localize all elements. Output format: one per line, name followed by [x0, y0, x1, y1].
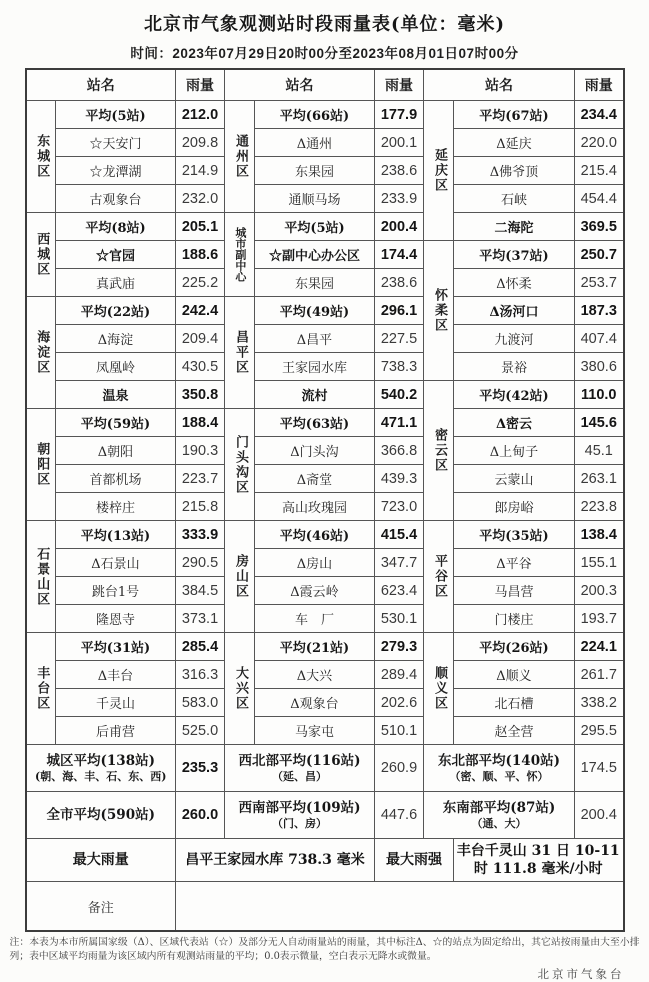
rain-value: 373.1 — [176, 605, 225, 633]
region-label — [225, 213, 255, 297]
rainfall-table-body — [26, 69, 624, 931]
summary-label-main: 城区平均(138站) — [46, 752, 155, 769]
rain-value: 200.3 — [575, 577, 624, 605]
station-name: 平均(5站) — [255, 213, 375, 241]
station-name: 平均(35站) — [454, 521, 575, 549]
rain-value: 174.4 — [375, 241, 424, 269]
region-label — [26, 297, 56, 409]
region-label-text: 城市副中心 — [233, 227, 247, 282]
station-name: 通顺马场 — [255, 185, 375, 213]
station-name: Δ平谷 — [454, 549, 575, 577]
rain-value: 525.0 — [176, 717, 225, 745]
max-intensity-value: 丰台千灵山 31 日 10-11 时 111.8 毫米/小时 — [454, 839, 624, 882]
rain-value: 190.3 — [176, 437, 225, 465]
time-range: 时间：2023年07月29日20时00分至2023年08月01日07时00分 — [130, 46, 519, 61]
rain-value: 296.1 — [375, 297, 424, 325]
summary-label — [424, 745, 575, 792]
station-name: 九渡河 — [454, 325, 575, 353]
station-name: ☆龙潭湖 — [56, 157, 176, 185]
region-label-text: 朝阳区 — [34, 442, 50, 487]
station-name: Δ斋堂 — [255, 465, 375, 493]
summary-label-sub: (朝、海、丰、石、东、西) — [35, 769, 167, 783]
station-name: 平均(37站) — [454, 241, 575, 269]
region-label — [225, 101, 255, 213]
rain-value: 205.1 — [176, 213, 225, 241]
rain-value: 238.6 — [375, 157, 424, 185]
station-name: Δ观象台 — [255, 689, 375, 717]
rain-value: 263.1 — [575, 465, 624, 493]
station-name: Δ霞云岭 — [255, 577, 375, 605]
summary-label — [424, 792, 575, 839]
summary-label-sub: （密、顺、平、怀） — [449, 769, 549, 783]
station-name: 平均(66站) — [255, 101, 375, 129]
rain-value: 188.4 — [176, 409, 225, 437]
station-name: Δ汤河口 — [454, 297, 575, 325]
rain-value: 250.7 — [575, 241, 624, 269]
summary-value: 174.5 — [575, 745, 624, 792]
region-label — [225, 521, 255, 633]
summary-value: 260.0 — [176, 792, 225, 839]
station-name: Δ海淀 — [56, 325, 176, 353]
rain-value: 454.4 — [575, 185, 624, 213]
station-name: 门楼庄 — [454, 605, 575, 633]
rain-value: 384.5 — [176, 577, 225, 605]
rain-value: 380.6 — [575, 353, 624, 381]
station-name: 马家屯 — [255, 717, 375, 745]
footnote: 注：本表为本市所属国家级（Δ）、区域代表站（☆）及部分无人自动雨量站的雨量，其中标注Δ、☆的站点为固定给出，其它站按雨量由大至小排列；表中区域平均雨量为该区域内所有观测站雨量的平均；0.0表示微量，空白表示无降水或微量。 — [9, 937, 640, 963]
rain-value: 215.4 — [575, 157, 624, 185]
rain-value: 723.0 — [375, 493, 424, 521]
summary-value: 235.3 — [176, 745, 225, 792]
station-name: 平均(5站) — [56, 101, 176, 129]
rain-value: 439.3 — [375, 465, 424, 493]
region-label-text: 大兴区 — [232, 666, 248, 711]
rain-value: 233.9 — [375, 185, 424, 213]
rain-value: 193.7 — [575, 605, 624, 633]
rain-value: 407.4 — [575, 325, 624, 353]
station-name: Δ密云 — [454, 409, 575, 437]
rain-value: 583.0 — [176, 689, 225, 717]
region-label — [424, 101, 454, 241]
summary-label — [225, 745, 375, 792]
rain-value: 145.6 — [575, 409, 624, 437]
rain-value: 234.4 — [575, 101, 624, 129]
summary-label-main: 西南部平均(109站) — [238, 799, 361, 816]
region-label — [26, 213, 56, 297]
station-name: 跳台1号 — [56, 577, 176, 605]
rain-value: 223.8 — [575, 493, 624, 521]
region-label-text: 密云区 — [431, 428, 447, 473]
rain-value: 223.7 — [176, 465, 225, 493]
station-name: 楼梓庄 — [56, 493, 176, 521]
rain-header: 雨量 — [375, 69, 424, 101]
station-name: 平均(13站) — [56, 521, 176, 549]
summary-label-main: 东北部平均(140站) — [438, 752, 560, 769]
rain-value: 220.0 — [575, 129, 624, 157]
station-name: Δ昌平 — [255, 325, 375, 353]
station-name: 东果园 — [255, 157, 375, 185]
region-label-text: 海淀区 — [34, 330, 50, 375]
region-label — [225, 409, 255, 521]
rain-value: 187.3 — [575, 297, 624, 325]
station-name: Δ门头沟 — [255, 437, 375, 465]
max-rain-value: 昌平王家园水库 738.3 毫米 — [176, 839, 375, 882]
station-name: Δ延庆 — [454, 129, 575, 157]
region-label — [424, 633, 454, 745]
station-name: 景裕 — [454, 353, 575, 381]
rain-value: 295.5 — [575, 717, 624, 745]
station-name: Δ怀柔 — [454, 269, 575, 297]
region-label — [26, 521, 56, 633]
rain-value: 623.4 — [375, 577, 424, 605]
summary-label — [26, 745, 176, 792]
station-name: 平均(67站) — [454, 101, 575, 129]
rain-value: 214.9 — [176, 157, 225, 185]
station-name: 北石槽 — [454, 689, 575, 717]
region-label-text: 石景山区 — [34, 546, 50, 607]
rain-value: 215.8 — [176, 493, 225, 521]
rain-header: 雨量 — [575, 69, 624, 101]
region-label-text: 怀柔区 — [431, 288, 447, 333]
rain-value: 415.4 — [375, 521, 424, 549]
rain-value: 510.1 — [375, 717, 424, 745]
issuer-signature: 北京市气象台 — [537, 967, 625, 982]
remark-content — [176, 882, 624, 932]
rain-value: 232.0 — [176, 185, 225, 213]
summary-label-main: 东南部平均(87站) — [442, 799, 556, 816]
station-name: Δ丰台 — [56, 661, 176, 689]
region-label — [424, 241, 454, 381]
station-name: 平均(59站) — [56, 409, 176, 437]
station-name: Δ通州 — [255, 129, 375, 157]
rain-value: 471.1 — [375, 409, 424, 437]
station-name: 平均(26站) — [454, 633, 575, 661]
rain-header: 雨量 — [176, 69, 225, 101]
station-name: 车 厂 — [255, 605, 375, 633]
rain-value: 279.3 — [375, 633, 424, 661]
station-name: Δ朝阳 — [56, 437, 176, 465]
station-name: 首都机场 — [56, 465, 176, 493]
region-label — [26, 101, 56, 213]
rain-value: 316.3 — [176, 661, 225, 689]
rain-value: 212.0 — [176, 101, 225, 129]
station-name: Δ石景山 — [56, 549, 176, 577]
rain-value: 338.2 — [575, 689, 624, 717]
station-name: 平均(8站) — [56, 213, 176, 241]
region-label — [26, 633, 56, 745]
rain-value: 261.7 — [575, 661, 624, 689]
summary-label-sub: （通、大） — [471, 816, 527, 830]
station-name: 后甫营 — [56, 717, 176, 745]
rain-value: 738.3 — [375, 353, 424, 381]
rain-value: 333.9 — [176, 521, 225, 549]
station-name: 郎房峪 — [454, 493, 575, 521]
rain-value: 227.5 — [375, 325, 424, 353]
station-header: 站名 — [225, 69, 375, 101]
station-name: 流村 — [255, 381, 375, 409]
rain-value: 289.4 — [375, 661, 424, 689]
station-name: 温泉 — [56, 381, 176, 409]
region-label-text: 西城区 — [34, 232, 50, 277]
summary-label-sub: （延、昌） — [272, 769, 327, 783]
rain-value: 540.2 — [375, 381, 424, 409]
summary-value: 200.4 — [575, 792, 624, 839]
rain-value: 238.6 — [375, 269, 424, 297]
summary-label-main: 全市平均(590站) — [46, 806, 155, 823]
summary-label-main: 西北部平均(116站) — [238, 752, 361, 769]
rain-value: 209.8 — [176, 129, 225, 157]
region-label-text: 丰台区 — [34, 666, 50, 711]
rain-value: 200.1 — [375, 129, 424, 157]
station-header: 站名 — [26, 69, 176, 101]
max-rain-label: 最大雨量 — [26, 839, 176, 882]
region-label — [26, 409, 56, 521]
region-label-text: 平谷区 — [431, 554, 447, 599]
station-name: 平均(42站) — [454, 381, 575, 409]
region-label — [424, 521, 454, 633]
station-name: 平均(63站) — [255, 409, 375, 437]
station-name: Δ佛爷顶 — [454, 157, 575, 185]
station-name: 云蒙山 — [454, 465, 575, 493]
rain-value: 225.2 — [176, 269, 225, 297]
station-name: 真武庙 — [56, 269, 176, 297]
rain-value: 188.6 — [176, 241, 225, 269]
rain-value: 45.1 — [575, 437, 624, 465]
rain-value: 369.5 — [575, 213, 624, 241]
station-name: 石峡 — [454, 185, 575, 213]
station-name: 平均(21站) — [255, 633, 375, 661]
rain-value: 253.7 — [575, 269, 624, 297]
station-name: 高山玫瑰园 — [255, 493, 375, 521]
rain-value: 430.5 — [176, 353, 225, 381]
rain-value: 242.4 — [176, 297, 225, 325]
station-name: 平均(46站) — [255, 521, 375, 549]
region-label — [424, 381, 454, 521]
station-name: 马昌营 — [454, 577, 575, 605]
station-name: ☆官园 — [56, 241, 176, 269]
rain-value: 209.4 — [176, 325, 225, 353]
rain-value: 200.4 — [375, 213, 424, 241]
region-label-text: 房山区 — [232, 554, 248, 599]
station-name: ☆天安门 — [56, 129, 176, 157]
rain-value: 350.8 — [176, 381, 225, 409]
summary-value: 260.9 — [375, 745, 424, 792]
page-title: 北京市气象观测站时段雨量表(单位：毫米) — [143, 14, 506, 35]
station-name: Δ上甸子 — [454, 437, 575, 465]
region-label-text: 门头沟区 — [232, 434, 248, 495]
station-name: 平均(31站) — [56, 633, 176, 661]
rain-value: 347.7 — [375, 549, 424, 577]
region-label-text: 昌平区 — [232, 330, 248, 375]
rain-value: 177.9 — [375, 101, 424, 129]
station-name: Δ顺义 — [454, 661, 575, 689]
summary-label-sub: （门、房） — [272, 816, 327, 830]
region-label — [225, 633, 255, 745]
station-name: ☆副中心办公区 — [255, 241, 375, 269]
station-name: Δ大兴 — [255, 661, 375, 689]
max-intensity-label: 最大雨强 — [375, 839, 454, 882]
rain-value: 138.4 — [575, 521, 624, 549]
summary-label — [225, 792, 375, 839]
summary-value: 447.6 — [375, 792, 424, 839]
station-name: 平均(49站) — [255, 297, 375, 325]
rain-value: 202.6 — [375, 689, 424, 717]
region-label-text: 延庆区 — [431, 148, 447, 193]
rain-value: 366.8 — [375, 437, 424, 465]
remark-label: 备注 — [26, 882, 176, 932]
station-name: Δ房山 — [255, 549, 375, 577]
rain-value: 155.1 — [575, 549, 624, 577]
region-label-text: 东城区 — [34, 134, 50, 179]
station-name: 隆恩寺 — [56, 605, 176, 633]
station-name: 千灵山 — [56, 689, 176, 717]
rain-value: 290.5 — [176, 549, 225, 577]
region-label — [225, 297, 255, 409]
station-header: 站名 — [424, 69, 575, 101]
station-name: 东果园 — [255, 269, 375, 297]
station-name: 二海陀 — [454, 213, 575, 241]
rain-value: 530.1 — [375, 605, 424, 633]
rain-value: 224.1 — [575, 633, 624, 661]
rain-value: 110.0 — [575, 381, 624, 409]
region-label-text: 顺义区 — [431, 666, 447, 711]
station-name: 古观象台 — [56, 185, 176, 213]
station-name: 赵全营 — [454, 717, 575, 745]
station-name: 凤凰岭 — [56, 353, 176, 381]
summary-label — [26, 792, 176, 839]
station-name: 平均(22站) — [56, 297, 176, 325]
rain-value: 285.4 — [176, 633, 225, 661]
rainfall-table — [25, 68, 625, 932]
region-label-text: 通州区 — [232, 134, 248, 179]
station-name: 王家园水库 — [255, 353, 375, 381]
